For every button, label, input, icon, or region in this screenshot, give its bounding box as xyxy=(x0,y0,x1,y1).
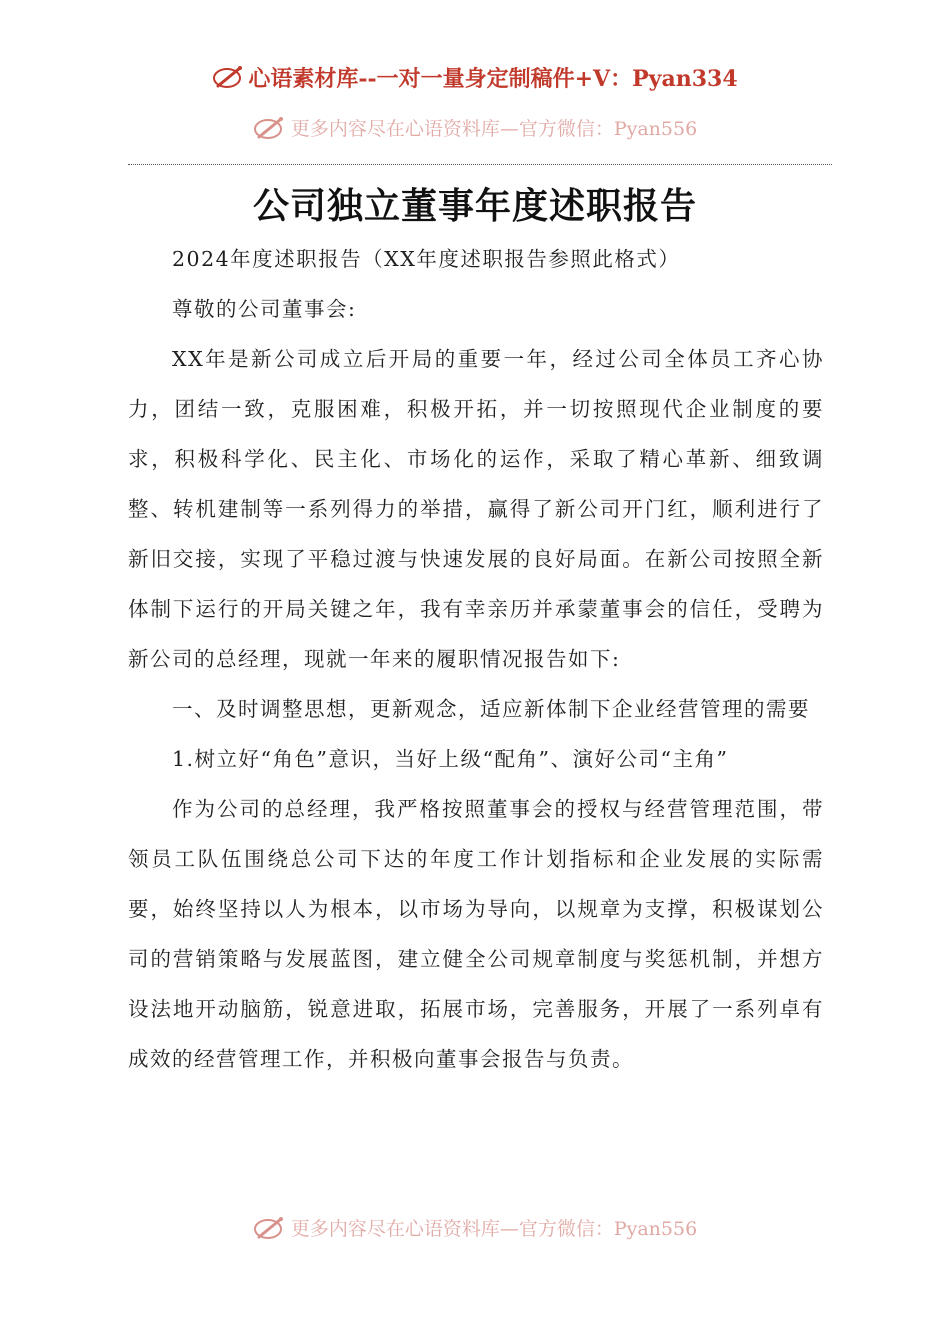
sub-header xyxy=(0,114,950,146)
document-body xyxy=(128,234,824,1084)
sub-line-text: 更多内容尽在心语资料库—官方微信：Pyan556 xyxy=(290,118,698,140)
pen-logo-icon xyxy=(253,1215,287,1246)
header-divider xyxy=(128,164,832,165)
section-heading: 一、及时调整思想，更新观念，适应新体制下企业经营管理的需要 xyxy=(172,697,810,721)
pen-logo-icon xyxy=(212,64,246,96)
report-subtitle: 2024年度述职报告（XX年度述职报告参照此格式） xyxy=(172,247,681,271)
footer-watermark xyxy=(0,1214,950,1246)
document-title: 公司独立董事年度述职报告 xyxy=(252,186,697,227)
subsection-heading: 1.树立好“角色”意识，当好上级“配角”、演好公司“主角” xyxy=(172,747,729,771)
body-paragraph: 作为公司的总经理，我严格按照董事会的授权与经营管理范围，带领员工队伍围绕总公司下达的年度工作计划指标和企业发展的实际需要，始终坚持以人为根本，以市场为导向，以规章为支撑，积极谋划公司的营销策略与发展蓝图，建立健全公司规章制度与奖惩机制，并想方设法地开动脑筋，锐意进取，拓展市场，完善服务，开展了一系列卓有成效的经营管理工作，并积极向董事会报告与负责。 xyxy=(128,797,824,1071)
brand-header xyxy=(0,62,950,96)
pen-logo-icon xyxy=(253,115,287,146)
footer-text: 更多内容尽在心语资料库—官方微信：Pyan556 xyxy=(290,1218,698,1240)
salutation: 尊敬的公司董事会: xyxy=(172,297,357,321)
brand-line-text: 心语素材库--一对一量身定制稿件+V：Pyan334 xyxy=(248,66,738,92)
body-paragraph: XX年是新公司成立后开局的重要一年，经过公司全体员工齐心协力，团结一致，克服困难，积极开拓，并一切按照现代企业制度的要求，积极科学化、民主化、市场化的运作，采取了精心革新、细致调整、转机建制等一系列得力的举措，赢得了新公司开门红，顺利进行了新旧交接，实现了平稳过渡与快速发展的良好局面。在新公司按照全新体制下运行的开局关键之年，我有幸亲历并承蒙董事会的信任，受聘为新公司的总经理，现就一年来的履职情况报告如下: xyxy=(128,347,824,671)
